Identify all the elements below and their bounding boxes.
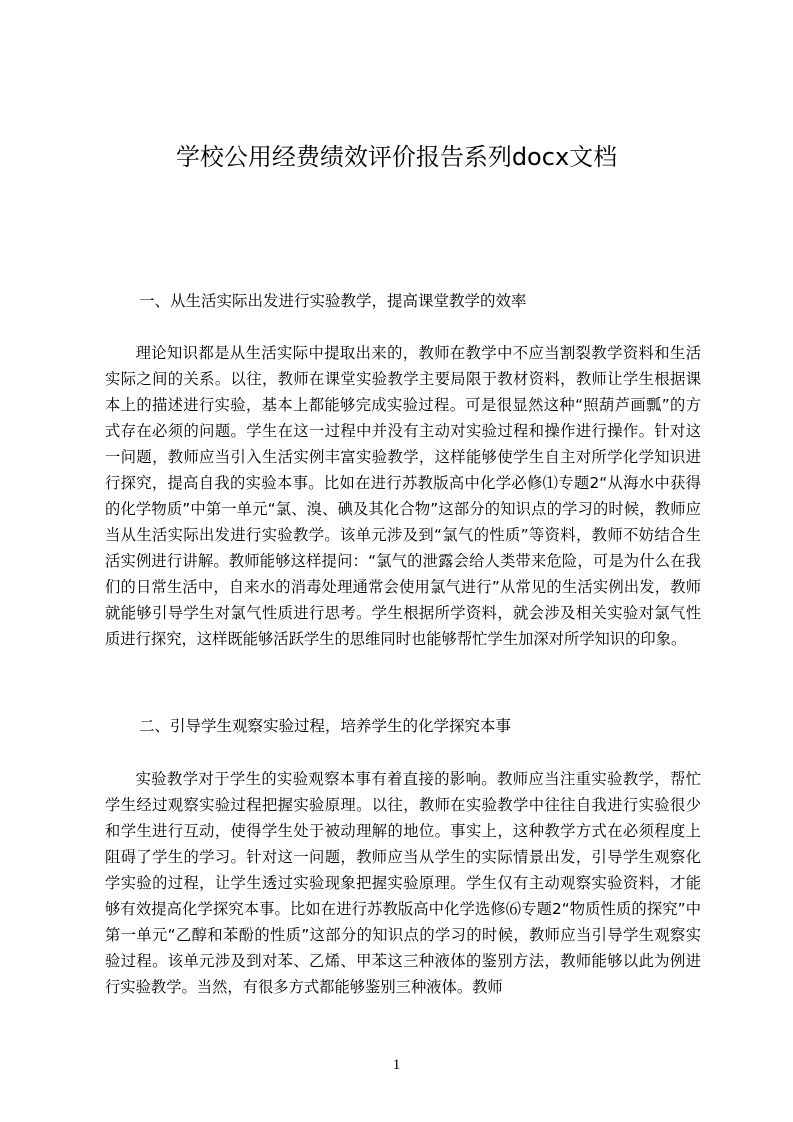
page-number: 1 <box>392 1057 401 1073</box>
section-paragraph-1: 理论知识都是从生活实际中提取出来的，教师在教学中不应当割裂教学资料和生活实际之间的关系。以往，教师在课堂实验教学主要局限于教材资料，教师让学生根据课本上的描述进行实验，基本上都能够完成实验过程。可是很显然这种“照葫芦画瓢”的方式存在必须的问题。学生在这一过程中并没有主动对实验过程和操作进行操作。针对这一问题，教师应当引入生活实例丰富实验教学，这样能够使学生自主对所学化学知识进行探究，提高自我的实验本事。比如在进行苏教版高中化学必修⑴专题2“从海水中获得的化学物质”中第一单元“氯、溴、碘及其化合物”这部分的知识点的学习的时候，教师应当从生活实际出发进行实验教学。该单元涉及到“氯气的性质”等资料，教师不妨结合生活实例进行讲解。教师能够这样提问：“氯气的泄露会给人类带来危险，可是为什么在我们的日常生活中，自来水的消毒处理通常会使用氯气进行”从常见的生活实例出发，教师就能够引导学生对氯气性质进行思考。学生根据所学资料，就会涉及相关实验对氯气性质进行探究，这样既能够活跃学生的思维同时也能够帮忙学生加深对所学知识的印象。 <box>105 344 701 648</box>
section-paragraph-2: 实验教学对于学生的实验观察本事有着直接的影响。教师应当注重实验教学，帮忙学生经过观察实验过程把握实验原理。以往，教师在实验教学中往往自我进行实验很少和学生进行互动，使得学生处于被动理解的地位。事实上，这种教学方式在必须程度上阻碍了学生的学习。针对这一问题，教师应当从学生的实际情景出发，引导学生观察化学实验的过程，让学生透过实验现象把握实验原理。学生仅有主动观察实验资料，才能够有效提高化学探究本事。比如在进行苏教版高中化学选修⑹专题2“物质性质的探究”中第一单元“乙醇和苯酚的性质”这部分的知识点的学习的时候，教师应当引导学生观察实验过程。该单元涉及到对苯、乙烯、甲苯这三种液体的鉴别方法，教师能够以此为例进行实验教学。当然，有很多方式都能够鉴别三种液体。教师 <box>105 770 701 996</box>
section-heading-1: 一、从生活实际出发进行实验教学，提高课堂教学的效率 <box>139 292 527 310</box>
document-title: 学校公用经费绩效评价报告系列docx文档 <box>175 143 618 171</box>
section-heading-2: 二、引导学生观察实验过程，培养学生的化学探究本事 <box>139 717 512 735</box>
